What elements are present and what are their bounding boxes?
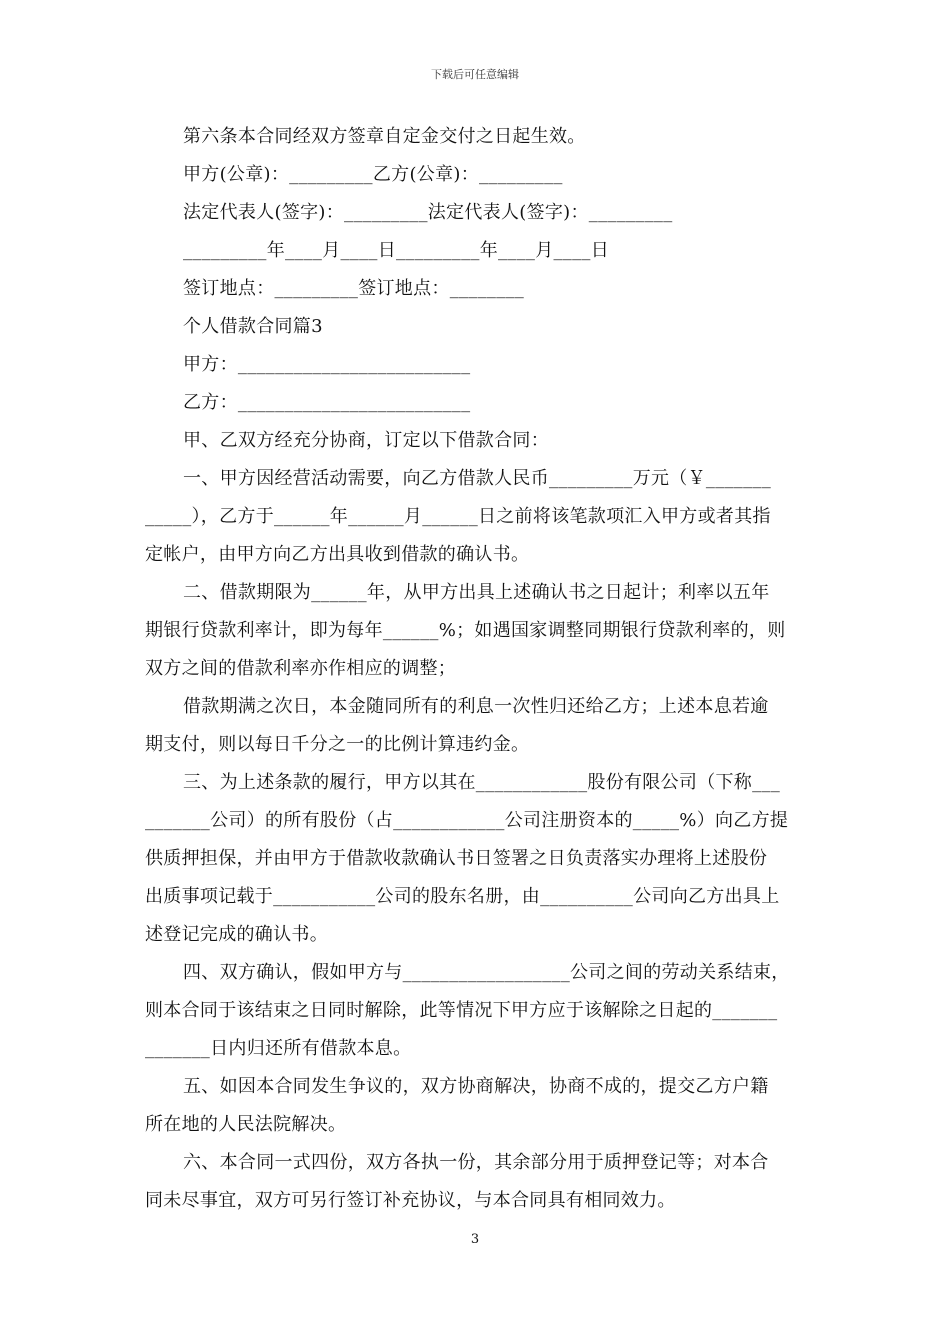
clause-4-line-1: 四、双方确认，假如甲方与__________________公司之间的劳动关系结束， (183, 962, 790, 983)
clause-2-line-1: 二、借款期限为______年，从甲方出具上述确认书之日起计；利率以五年 (183, 582, 770, 603)
clause-4-line-2: 则本合同于该结束之日同时解除，此等情况下甲方应于该解除之日起的_______ (145, 1000, 778, 1021)
page-header: 下载后可任意编辑 (431, 68, 519, 81)
clause-3-line-1: 三、为上述条款的履行，甲方以其在____________股份有限公司（下称___ (183, 772, 780, 793)
party-a-line: 甲方：_________________________ (183, 354, 471, 375)
clause-3-line-2: _______公司）的所有股份（占____________公司注册资本的_____%）向乙方提 (145, 810, 789, 831)
clause-2b-line-2: 期支付，则以每日千分之一的比例计算违约金。 (145, 734, 530, 755)
clause-6-line-1: 六、本合同一式四份，双方各执一份，其余部分用于质押登记等；对本合 (183, 1152, 769, 1173)
clause-1-line-3: 定帐户，由甲方向乙方出具收到借款的确认书。 (145, 544, 530, 565)
clause-3-line-5: 述登记完成的确认书。 (145, 924, 328, 945)
clause-1-line-1: 一、甲方因经营活动需要，向乙方借款人民币_________万元（￥_______ (183, 468, 771, 489)
signing-place-line: 签订地点：_________签订地点：________ (183, 278, 525, 299)
clause-5-line-2: 所在地的人民法院解决。 (145, 1114, 347, 1135)
clause-six-effective: 第六条本合同经双方签章自定金交付之日起生效。 (183, 126, 586, 147)
party-b-line: 乙方：_________________________ (183, 392, 471, 413)
clause-6-line-2: 同未尽事宜，双方可另行签订补充协议，与本合同具有相同效力。 (145, 1190, 676, 1211)
signature-representative-line: 法定代表人(签字)：_________法定代表人(签字)：_________ (183, 202, 673, 223)
clause-2-line-3: 双方之间的借款利率亦作相应的调整； (145, 658, 457, 679)
signature-seal-line: 甲方(公章)：_________乙方(公章)：_________ (183, 164, 563, 185)
preamble: 甲、乙双方经充分协商，订定以下借款合同： (183, 430, 549, 451)
section-title: 个人借款合同篇3 (183, 316, 323, 337)
clause-1-line-2: _____），乙方于______年______月______日之前将该笔款项汇入甲方或者其指 (145, 506, 771, 527)
clause-3-line-3: 供质押担保，并由甲方于借款收款确认书日签署之日负责落实办理将上述股份 (145, 848, 768, 869)
clause-3-line-4: 出质事项记载于___________公司的股东名册，由__________公司向乙方出具上 (145, 886, 780, 907)
clause-2b-line-1: 借款期满之次日，本金随同所有的利息一次性归还给乙方；上述本息若逾 (183, 696, 769, 717)
clause-4-line-3: _______日内归还所有借款本息。 (145, 1038, 412, 1059)
page-number: 3 (470, 1232, 480, 1247)
clause-5-line-1: 五、如因本合同发生争议的，双方协商解决，协商不成的，提交乙方户籍 (183, 1076, 769, 1097)
clause-2-line-2: 期银行贷款利率计，即为每年______%；如遇国家调整同期银行贷款利率的，则 (145, 620, 786, 641)
signature-date-line: _________年____月____日_________年____月____日 (183, 240, 609, 261)
